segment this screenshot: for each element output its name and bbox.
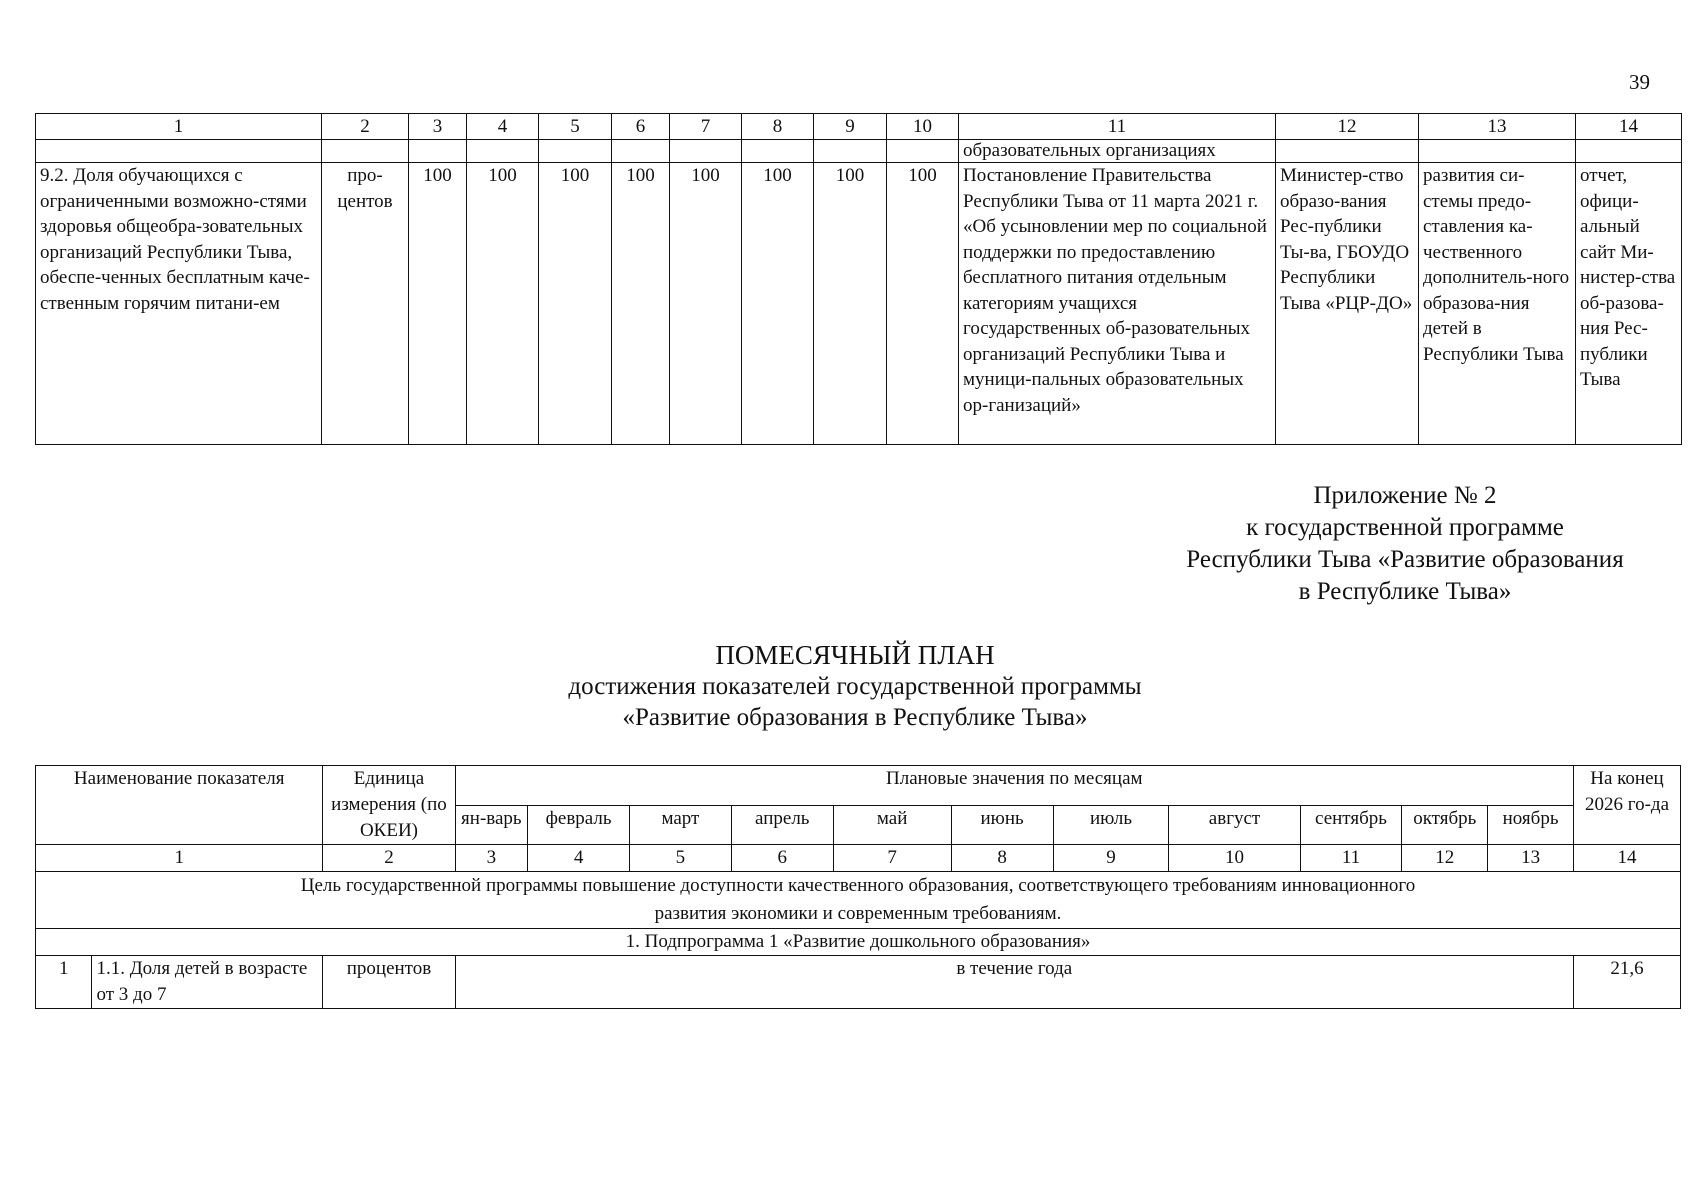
column-number: 1 xyxy=(36,845,323,872)
monthly-plan-table xyxy=(35,765,1681,1009)
subprogram-title: 1. Подпрограмма 1 «Развитие дошкольного образования» xyxy=(36,929,1681,956)
appendix-line: к государственной программе xyxy=(1246,514,1564,541)
value-cell: 100 xyxy=(814,163,887,445)
column-number: 11 xyxy=(959,114,1276,140)
column-number: 11 xyxy=(1300,845,1402,872)
value-cell: 100 xyxy=(742,163,814,445)
column-number: 10 xyxy=(1169,845,1300,872)
indicator-name: 9.2. Доля обучающихся с ограниченными возможно-стями здоровья общеобра-зовательных организаций Республики Тыва, обеспе-ченных бесплатным каче-ственным горячим питани-ем xyxy=(36,163,322,445)
appendix-line: Республики Тыва «Развитие образования xyxy=(1186,546,1624,573)
header-planned-values: Плановые значения по месяцам xyxy=(455,766,1573,806)
column-number: 14 xyxy=(1574,845,1681,872)
month-header: ноябрь xyxy=(1488,805,1574,845)
column-number: 3 xyxy=(409,114,467,140)
column-number: 6 xyxy=(731,845,833,872)
indicators-table-continuation xyxy=(35,113,1682,445)
column-number: 4 xyxy=(528,845,630,872)
indicator-name: 1.1. Доля детей в возрасте от 3 до 7 xyxy=(92,956,323,1009)
month-header: сентябрь xyxy=(1300,805,1402,845)
month-header: февраль xyxy=(528,805,630,845)
column-number: 6 xyxy=(612,114,670,140)
month-header: апрель xyxy=(731,805,833,845)
column-number: 10 xyxy=(887,114,959,140)
table-row xyxy=(36,163,1682,445)
value-cell: 100 xyxy=(612,163,670,445)
column-number: 3 xyxy=(455,845,528,872)
header-year-end: На конец 2026 го-да xyxy=(1574,766,1681,845)
unit-cell: процентов xyxy=(323,956,455,1009)
column-number: 5 xyxy=(629,845,731,872)
unit-cell: про-центов xyxy=(322,163,409,445)
column-number: 9 xyxy=(814,114,887,140)
header-indicator-name: Наименование показателя xyxy=(36,766,323,845)
source-cell: отчет, офици-альный сайт Ми-нистер-ства об-разова-ния Рес-публики Тыва xyxy=(1576,163,1682,445)
plan-title-line: «Развитие образования в Республике Тыва» xyxy=(622,704,1088,731)
month-header: май xyxy=(833,805,951,845)
goal-text: Цель государственной программы повышение доступности качественного образования, соответствующего требованиям инновационного развития экономики и современным требованиям. xyxy=(36,872,1681,929)
legal-document-cell: Постановление Правительства Республики Тыва от 11 марта 2021 г. «Об усыновлении мер по социальной поддержки по предоставлению бесплатного питания отдельным категориям учащихся государственных об-разовательных организаций Республики Тыва и муници-пальных образовательных ор-ганизаций» xyxy=(959,163,1276,445)
column-number: 8 xyxy=(951,845,1053,872)
column-number: 2 xyxy=(323,845,455,872)
value-cell: 100 xyxy=(467,163,539,445)
column-number: 2 xyxy=(322,114,409,140)
page-number: 39 xyxy=(1629,70,1650,94)
row-index: 1 xyxy=(36,956,92,1009)
column-number: 13 xyxy=(1488,845,1574,872)
responsible-cell: Министер-ство образо-вания Рес-публики Ты-ва, ГБОУДО Республики Тыва «РЦР-ДО» xyxy=(1276,163,1419,445)
during-year-cell: в течение года xyxy=(455,956,1573,1009)
month-header: март xyxy=(629,805,731,845)
value-cell: 100 xyxy=(539,163,612,445)
column-number: 8 xyxy=(742,114,814,140)
value-cell: 100 xyxy=(887,163,959,445)
appendix-heading xyxy=(1130,480,1680,608)
column-number: 7 xyxy=(670,114,742,140)
header-row xyxy=(36,766,1681,806)
goal-row xyxy=(36,872,1681,929)
value-cell: 100 xyxy=(409,163,467,445)
column-number: 4 xyxy=(467,114,539,140)
plan-title-main: ПОМЕСЯЧНЫЙ ПЛАН xyxy=(715,640,995,670)
appendix-line: в Республике Тыва» xyxy=(1298,578,1512,605)
month-header: август xyxy=(1169,805,1300,845)
month-header: июнь xyxy=(951,805,1053,845)
column-number: 12 xyxy=(1402,845,1488,872)
year-end-value: 21,6 xyxy=(1574,956,1681,1009)
table-row xyxy=(36,956,1681,1009)
column-number: 1 xyxy=(36,114,322,140)
subprogram-row xyxy=(36,929,1681,956)
column-number: 5 xyxy=(539,114,612,140)
goal-cell: развития си-стемы предо-ставления ка-чественного дополнитель-ного образова-ния детей в Республики Тыва xyxy=(1419,163,1576,445)
month-header: июль xyxy=(1053,805,1169,845)
continuation-text: образовательных организациях xyxy=(959,140,1276,163)
header-unit: Единица измерения (по ОКЕИ) xyxy=(323,766,455,845)
column-number: 14 xyxy=(1576,114,1682,140)
continuation-row xyxy=(36,140,1682,163)
column-number: 7 xyxy=(833,845,951,872)
plan-title xyxy=(330,640,1380,733)
value-cell: 100 xyxy=(670,163,742,445)
month-header: ян-варь xyxy=(455,805,528,845)
column-number-row xyxy=(36,114,1682,140)
appendix-line: Приложение № 2 xyxy=(1313,482,1497,509)
plan-title-line: достижения показателей государственной программы xyxy=(568,673,1142,700)
column-number: 13 xyxy=(1419,114,1576,140)
month-header: октябрь xyxy=(1402,805,1488,845)
column-number: 12 xyxy=(1276,114,1419,140)
column-number-row xyxy=(36,845,1681,872)
column-number: 9 xyxy=(1053,845,1169,872)
